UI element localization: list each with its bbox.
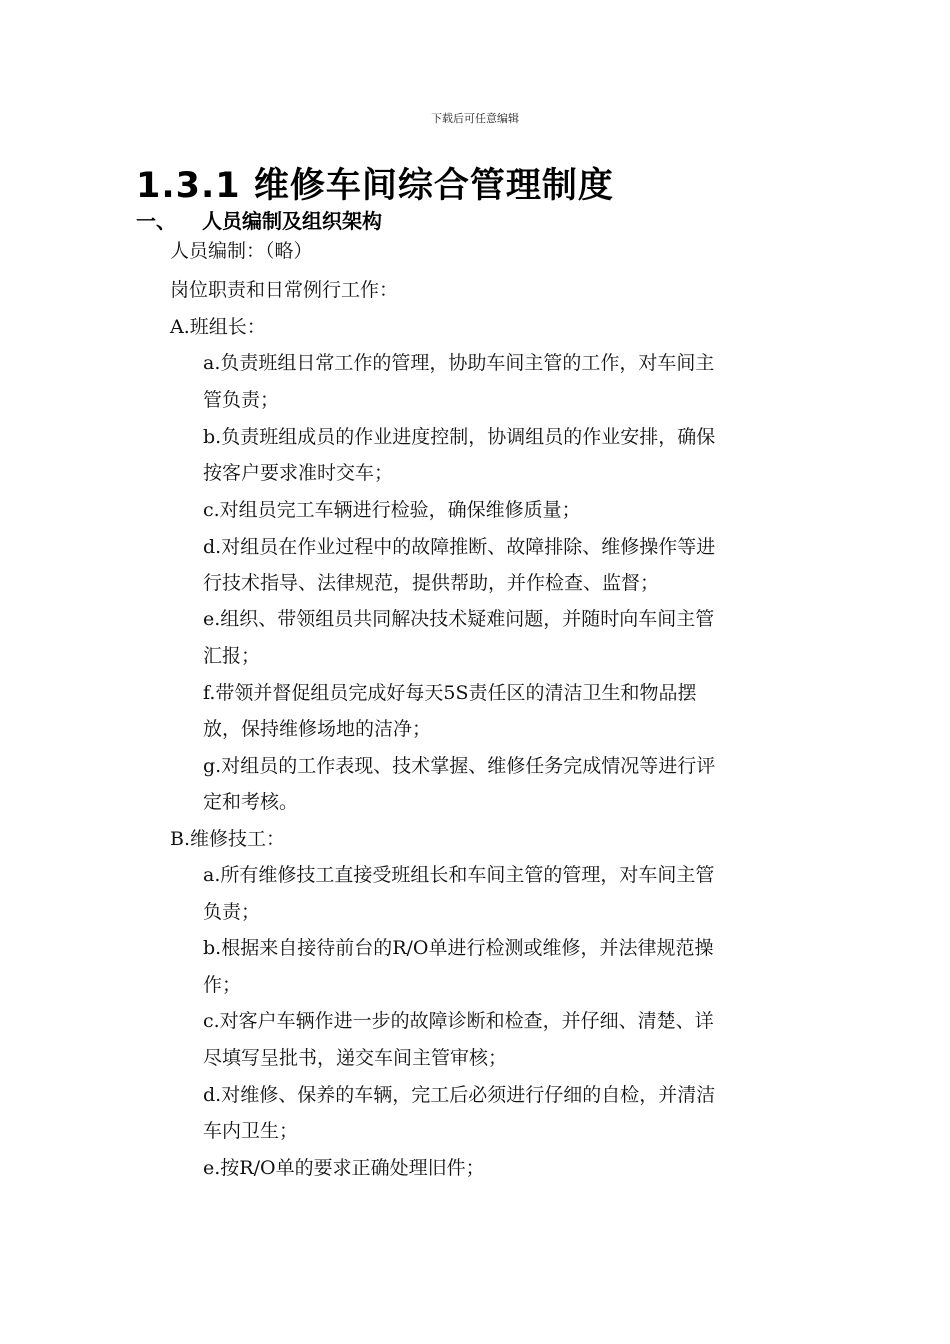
paragraph-line: e.组织、带领组员共同解决技术疑难问题，并随时向车间主管 (203, 608, 715, 630)
paragraph-line: 车内卫生； (203, 1120, 299, 1142)
paragraph-line: B.维修技工： (170, 828, 286, 850)
paragraph-line: 岗位职责和日常例行工作： (170, 279, 399, 301)
paragraph-line: 管负责； (203, 389, 280, 411)
paragraph-line: 汇报； (203, 645, 261, 667)
paragraph-line: 按客户要求准时交车； (203, 462, 394, 484)
paragraph-line: c.对组员完工车辆进行检验，确保维修质量； (203, 499, 581, 521)
paragraph-line: a.负责班组日常工作的管理，协助车间主管的工作，对车间主 (203, 352, 715, 374)
paragraph-line: 定和考核。 (203, 791, 299, 813)
paragraph-line: 行技术指导、法律规范，提供帮助，并作检查、监督； (203, 572, 660, 594)
paragraph-line: b.负责班组成员的作业进度控制，协调组员的作业安排，确保 (203, 426, 716, 448)
paragraph-line: A.班组长： (170, 316, 266, 338)
paragraph-line: f.带领并督促组员完成好每天5S责任区的清洁卫生和物品摆 (203, 682, 697, 704)
paragraph-line: a.所有维修技工直接受班组长和车间主管的管理，对车间主管 (203, 864, 715, 886)
paragraph-line: b.根据来自接待前台的R/O单进行检测或维修，并法律规范操 (203, 937, 714, 959)
paragraph-line: 放，保持维修场地的洁净； (203, 718, 432, 740)
paragraph-line: c.对客户车辆作进一步的故障诊断和检查，并仔细、清楚、详 (203, 1010, 714, 1032)
paragraph-line: 负责； (203, 901, 261, 923)
section-heading (136, 205, 382, 234)
paragraph-line: e.按R/O单的要求正确处理旧件； (203, 1157, 485, 1179)
header-note: 下载后可任意编辑 (431, 112, 519, 125)
paragraph-line: g.对组员的工作表现、技术掌握、维修任务完成情况等进行评 (203, 755, 716, 777)
paragraph-line: 作； (203, 974, 242, 996)
section-label: 人员编制及组织架构 (202, 209, 382, 233)
paragraph-line: d.对维修、保养的车辆，完工后必须进行仔细的自检，并清洁 (203, 1084, 716, 1106)
paragraph-line: 尽填写呈批书，递交车间主管审核； (203, 1047, 508, 1069)
paragraph-line: d.对组员在作业过程中的故障推断、故障排除、维修操作等进 (203, 536, 716, 558)
section-number: 一、 (136, 209, 176, 233)
paragraph-line: 人员编制：（略） (170, 240, 313, 262)
page-title: 1.3.1 维修车间综合管理制度 (136, 166, 614, 206)
